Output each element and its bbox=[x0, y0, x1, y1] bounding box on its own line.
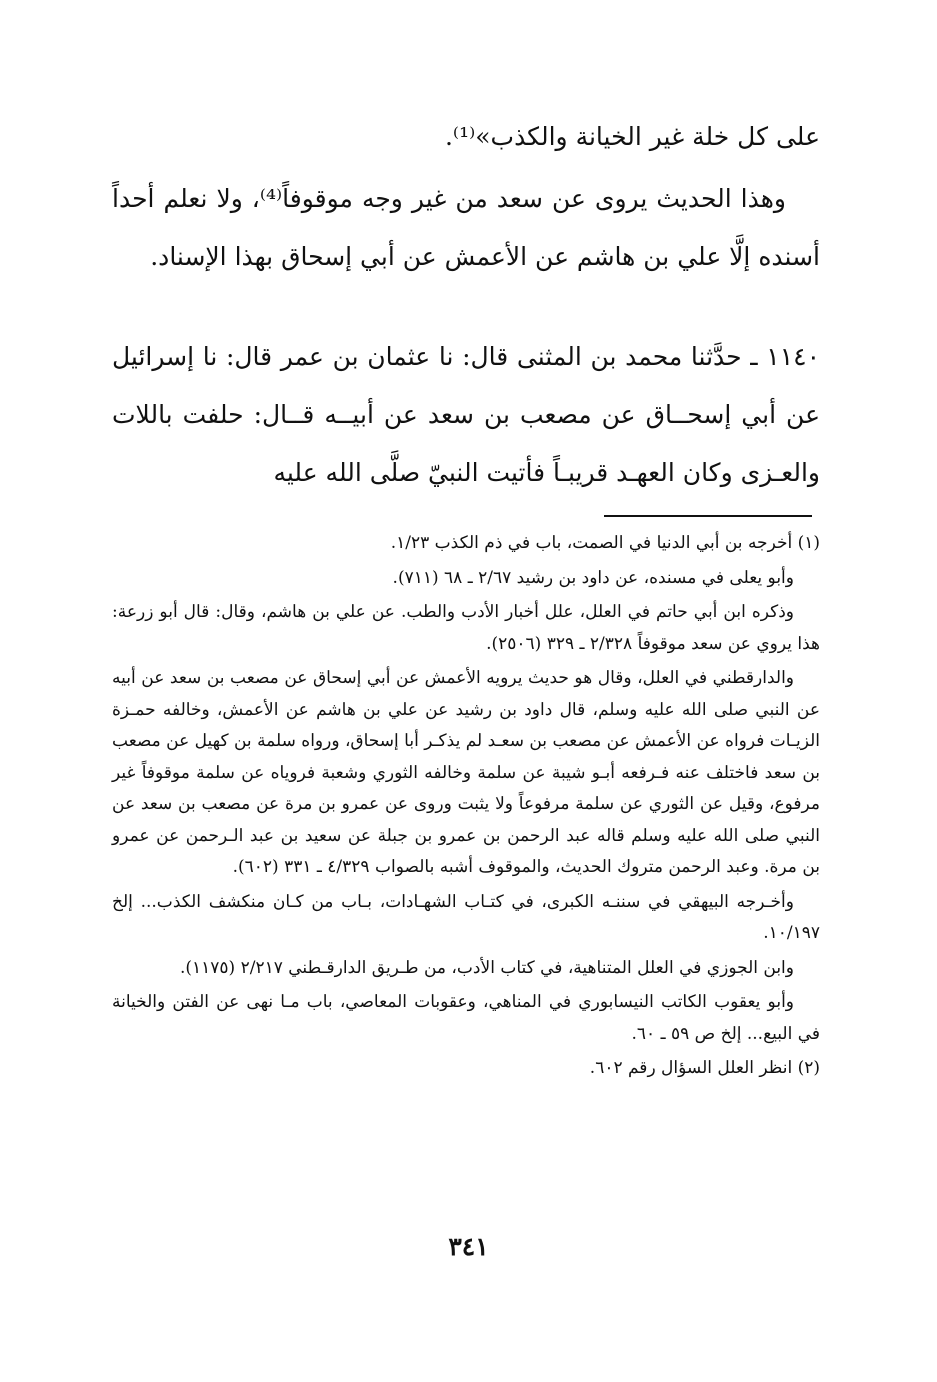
footnote-1-line-1: (١) أخرجه بن أبي الدنيا في الصمت، باب في ذم الكذب ١/٢٣. bbox=[390, 533, 820, 553]
footnote-1-paragraph-3: وذكره ابن أبي حاتم في العلل، علل أخبار الأدب والطب. عن علي بن هاشم، وقال: قال أبو زرعة: هذا يروي عن سعد موقوفاً ٢/٣٢٨ ـ ٣٢٩ (٢٥٠٦). bbox=[112, 602, 820, 654]
footnote-1-paragraph-5: وأخـرجه البيهقي في سننـه الكبرى، في كتـاب الشهـادات، بـاب من كـان منكشف الكذب... إلخ ١٠/١٩٧. bbox=[112, 891, 820, 943]
main-paragraph-2: وهذا الحديث يروى عن سعد من غير وجه موقوفاً⁽⁴⁾، ولا نعلم أحداً أسنده إلَّا علي بن هاشم عن الأعمش عن أبي إسحاق بهذا الإسناد. bbox=[112, 184, 820, 271]
main-paragraph-1: على كل خلة غير الخيانة والكذب»⁽¹⁾. bbox=[444, 122, 820, 151]
footnote-1-paragraph-7: وأبو يعقوب الكاتب النيسابوري في المناهي، وعقوبات المعاصي، باب مـا نهى عن الفتن والخيانة في البيع... إلخ ص ٥٩ ـ ٦٠. bbox=[112, 992, 820, 1044]
footnote-separator-rule bbox=[604, 515, 812, 517]
footnote-2: (٢) انظر العلل السؤال رقم ٦٠٢. bbox=[589, 1058, 820, 1078]
footnotes-section bbox=[112, 528, 820, 1088]
footnote-1-paragraph-2: وأبو يعلى في مسنده، عن داود بن رشيد ٢/٦٧ ـ ٦٨ (٧١١). bbox=[392, 567, 794, 588]
footnote-1-paragraph-4: والدارقطني في العلل، وقال هو حديث يرويه الأعمش عن أبي إسحاق عن مصعب بن سعد عن أبيه عن النبي صلى الله عليه وسلم، قال داود بن رشيد عن علي بن هاشم عن الأعمش، وخالفه حمـزة الزيـات فرواه عن الأعمش عن مصعب بن سعـد لم يذكـر أبا إسحاق، ورواه سلمة بن كهيل عن مصعب بن سعد فاختلف عنه فـرفعه أبـو شيبة عن سلمة وخالفه الثوري وشعبة فروياه عن سلمة موقوفاً غير مرفوع، وقيل عن الثوري عن سلمة مرفوعاً ولا يثبت وروى عن عمرو بن مرة عن مصعب بن سعد عن النبي صلى الله عليه وسلم قاله عبد الرحمن بن عمرو بن جبلة عن سعيد بن عبد الـرحمن عن عمرو بن مرة. وعبد الرحمن متروك الحديث، والموقوف أشبه بالصواب ٤/٣٢٩ ـ ٣٣١ (٦٠٢). bbox=[112, 668, 820, 877]
main-text-block-2 bbox=[112, 170, 820, 286]
main-text-block-3 bbox=[112, 328, 820, 502]
main-text-block-1 bbox=[112, 108, 820, 166]
footnote-1-paragraph-6: وابن الجوزي في العلل المتناهية، في كتاب الأدب، من طـريق الدارقـطني ٢/٢١٧ (١١٧٥). bbox=[179, 957, 794, 978]
hadith-1140-paragraph: ١١٤٠ ـ حدَّثنا محمد بن المثنى قال: نا عثمان بن عمر قال: نا إسرائيل عن أبي إسحــاق عن مصعب بن سعد عن أبيــه قــال: حلفت باللات والعـزى وكان العهـد قريبـاً فأتيت النبيّ صلَّى الله عليه bbox=[112, 342, 820, 487]
page-number: ٣٤١ bbox=[448, 1232, 489, 1261]
